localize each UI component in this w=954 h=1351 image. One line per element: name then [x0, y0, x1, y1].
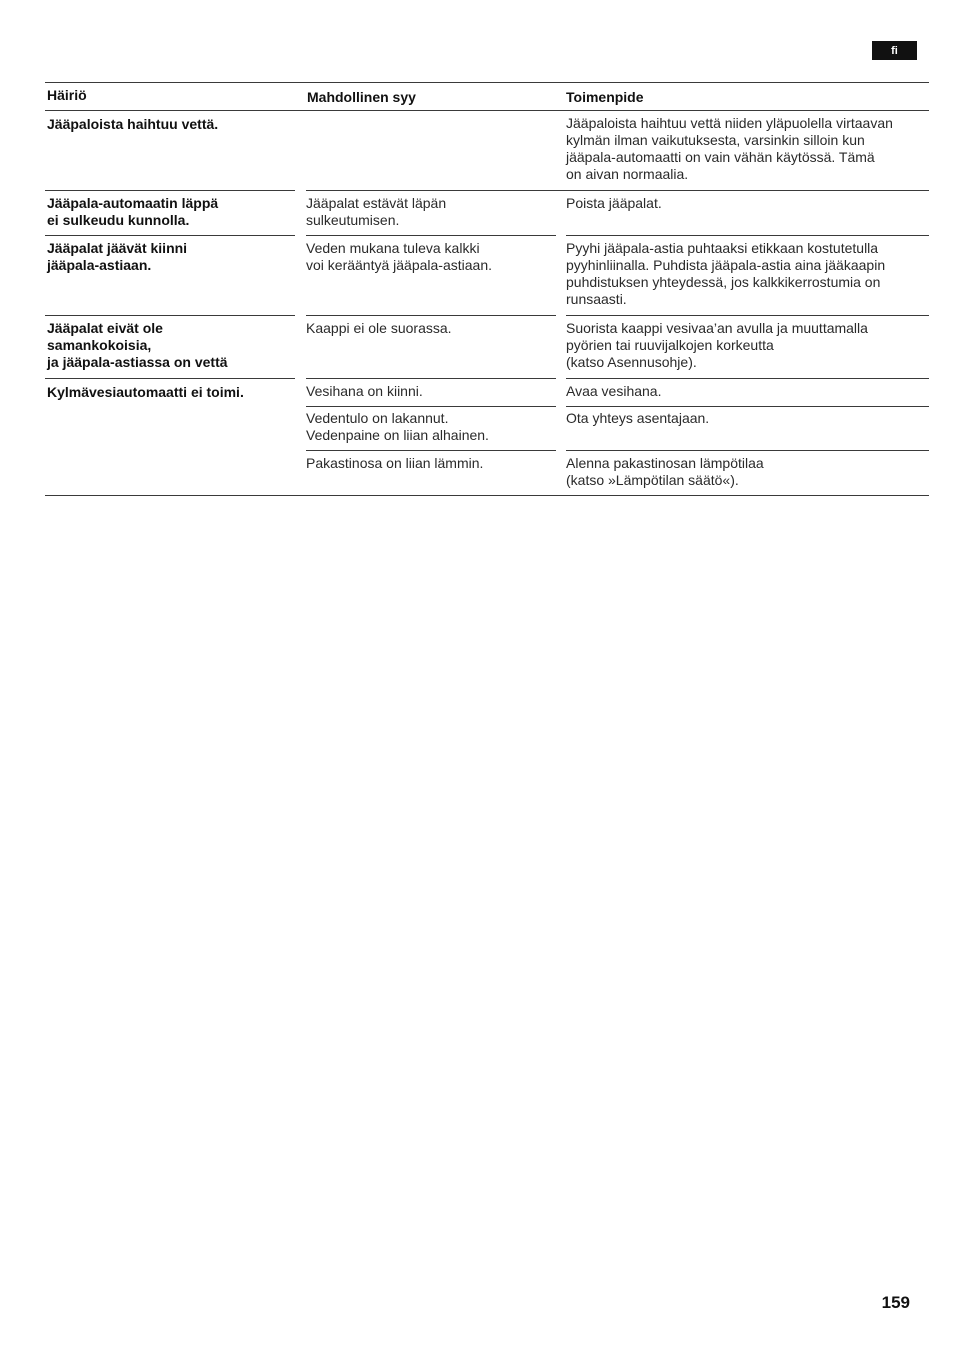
row-rule	[306, 406, 556, 407]
row-rule	[306, 315, 556, 316]
language-badge: fi	[872, 41, 917, 60]
action-cell: Jääpaloista haihtuu vettä niiden yläpuolella virtaavan kylmän ilman vaikutuksesta, varsinkin silloin kun jääpala-automaatti on vain vähän käytössä. Tämä on aivan normaalia.	[566, 115, 893, 182]
action-cell: Avaa vesihana.	[566, 383, 662, 399]
fault-cell: Jääpaloista haihtuu vettä.	[47, 116, 219, 132]
row-rule	[566, 450, 929, 451]
row-rule	[566, 378, 929, 379]
table-bottom-rule	[45, 495, 929, 496]
action-cell: Pyyhi jääpala-astia puhtaaksi etikkaan kostutetulla pyyhinliinalla. Puhdista jääpala-astia aina jääkaapin puhdistuksen yhteydessä, jos kalkkikerrostumia on runsaasti.	[566, 240, 886, 307]
cause-cell: Jääpalat estävät läpän sulkeutumisen.	[306, 195, 447, 228]
cause-cell: Vedentulo on lakannut. Vedenpaine on liian alhainen.	[306, 410, 489, 443]
cause-cell: Kaappi ei ole suorassa.	[306, 320, 452, 336]
fault-cell: Jääpala-automaatin läppä ei sulkeudu kunnolla.	[47, 195, 219, 228]
row-rule	[566, 235, 929, 236]
header-cause: Mahdollinen syy	[307, 89, 416, 105]
fault-cell: Jääpalat eivät ole samankokoisia, ja jääpala-astiassa on vettä	[47, 320, 228, 370]
row-rule	[45, 190, 295, 191]
fault-cell: Kylmävesiautomaatti ei toimi.	[47, 384, 244, 400]
action-cell: Alenna pakastinosan lämpötilaa (katso »Lämpötilan säätö«).	[566, 455, 764, 488]
row-rule	[45, 235, 295, 236]
fault-cell: Jääpalat jäävät kiinni jääpala-astiaan.	[47, 240, 188, 273]
cause-cell: Vesihana on kiinni.	[306, 383, 423, 399]
row-rule	[566, 406, 929, 407]
action-cell: Poista jääpalat.	[566, 195, 662, 211]
row-rule	[306, 235, 556, 236]
row-rule	[306, 450, 556, 451]
cause-cell: Veden mukana tuleva kalkki voi kerääntyä jääpala-astiaan.	[306, 240, 493, 273]
action-cell: Ota yhteys asentajaan.	[566, 410, 710, 426]
row-rule	[45, 378, 295, 379]
row-rule	[45, 315, 295, 316]
page-number: 159	[881, 1293, 910, 1312]
header-action: Toimenpide	[566, 89, 644, 105]
row-rule	[566, 315, 929, 316]
action-cell: Suorista kaappi vesivaa’an avulla ja muuttamalla pyörien tai ruuvijalkojen korkeutta (katso Asennusohje).	[566, 320, 868, 370]
table-top-rule	[45, 82, 929, 83]
row-rule	[306, 378, 556, 379]
header-fault: Häiriö	[47, 87, 87, 103]
header-rule	[45, 110, 929, 111]
row-rule	[306, 190, 929, 191]
cause-cell: Pakastinosa on liian lämmin.	[306, 455, 484, 471]
